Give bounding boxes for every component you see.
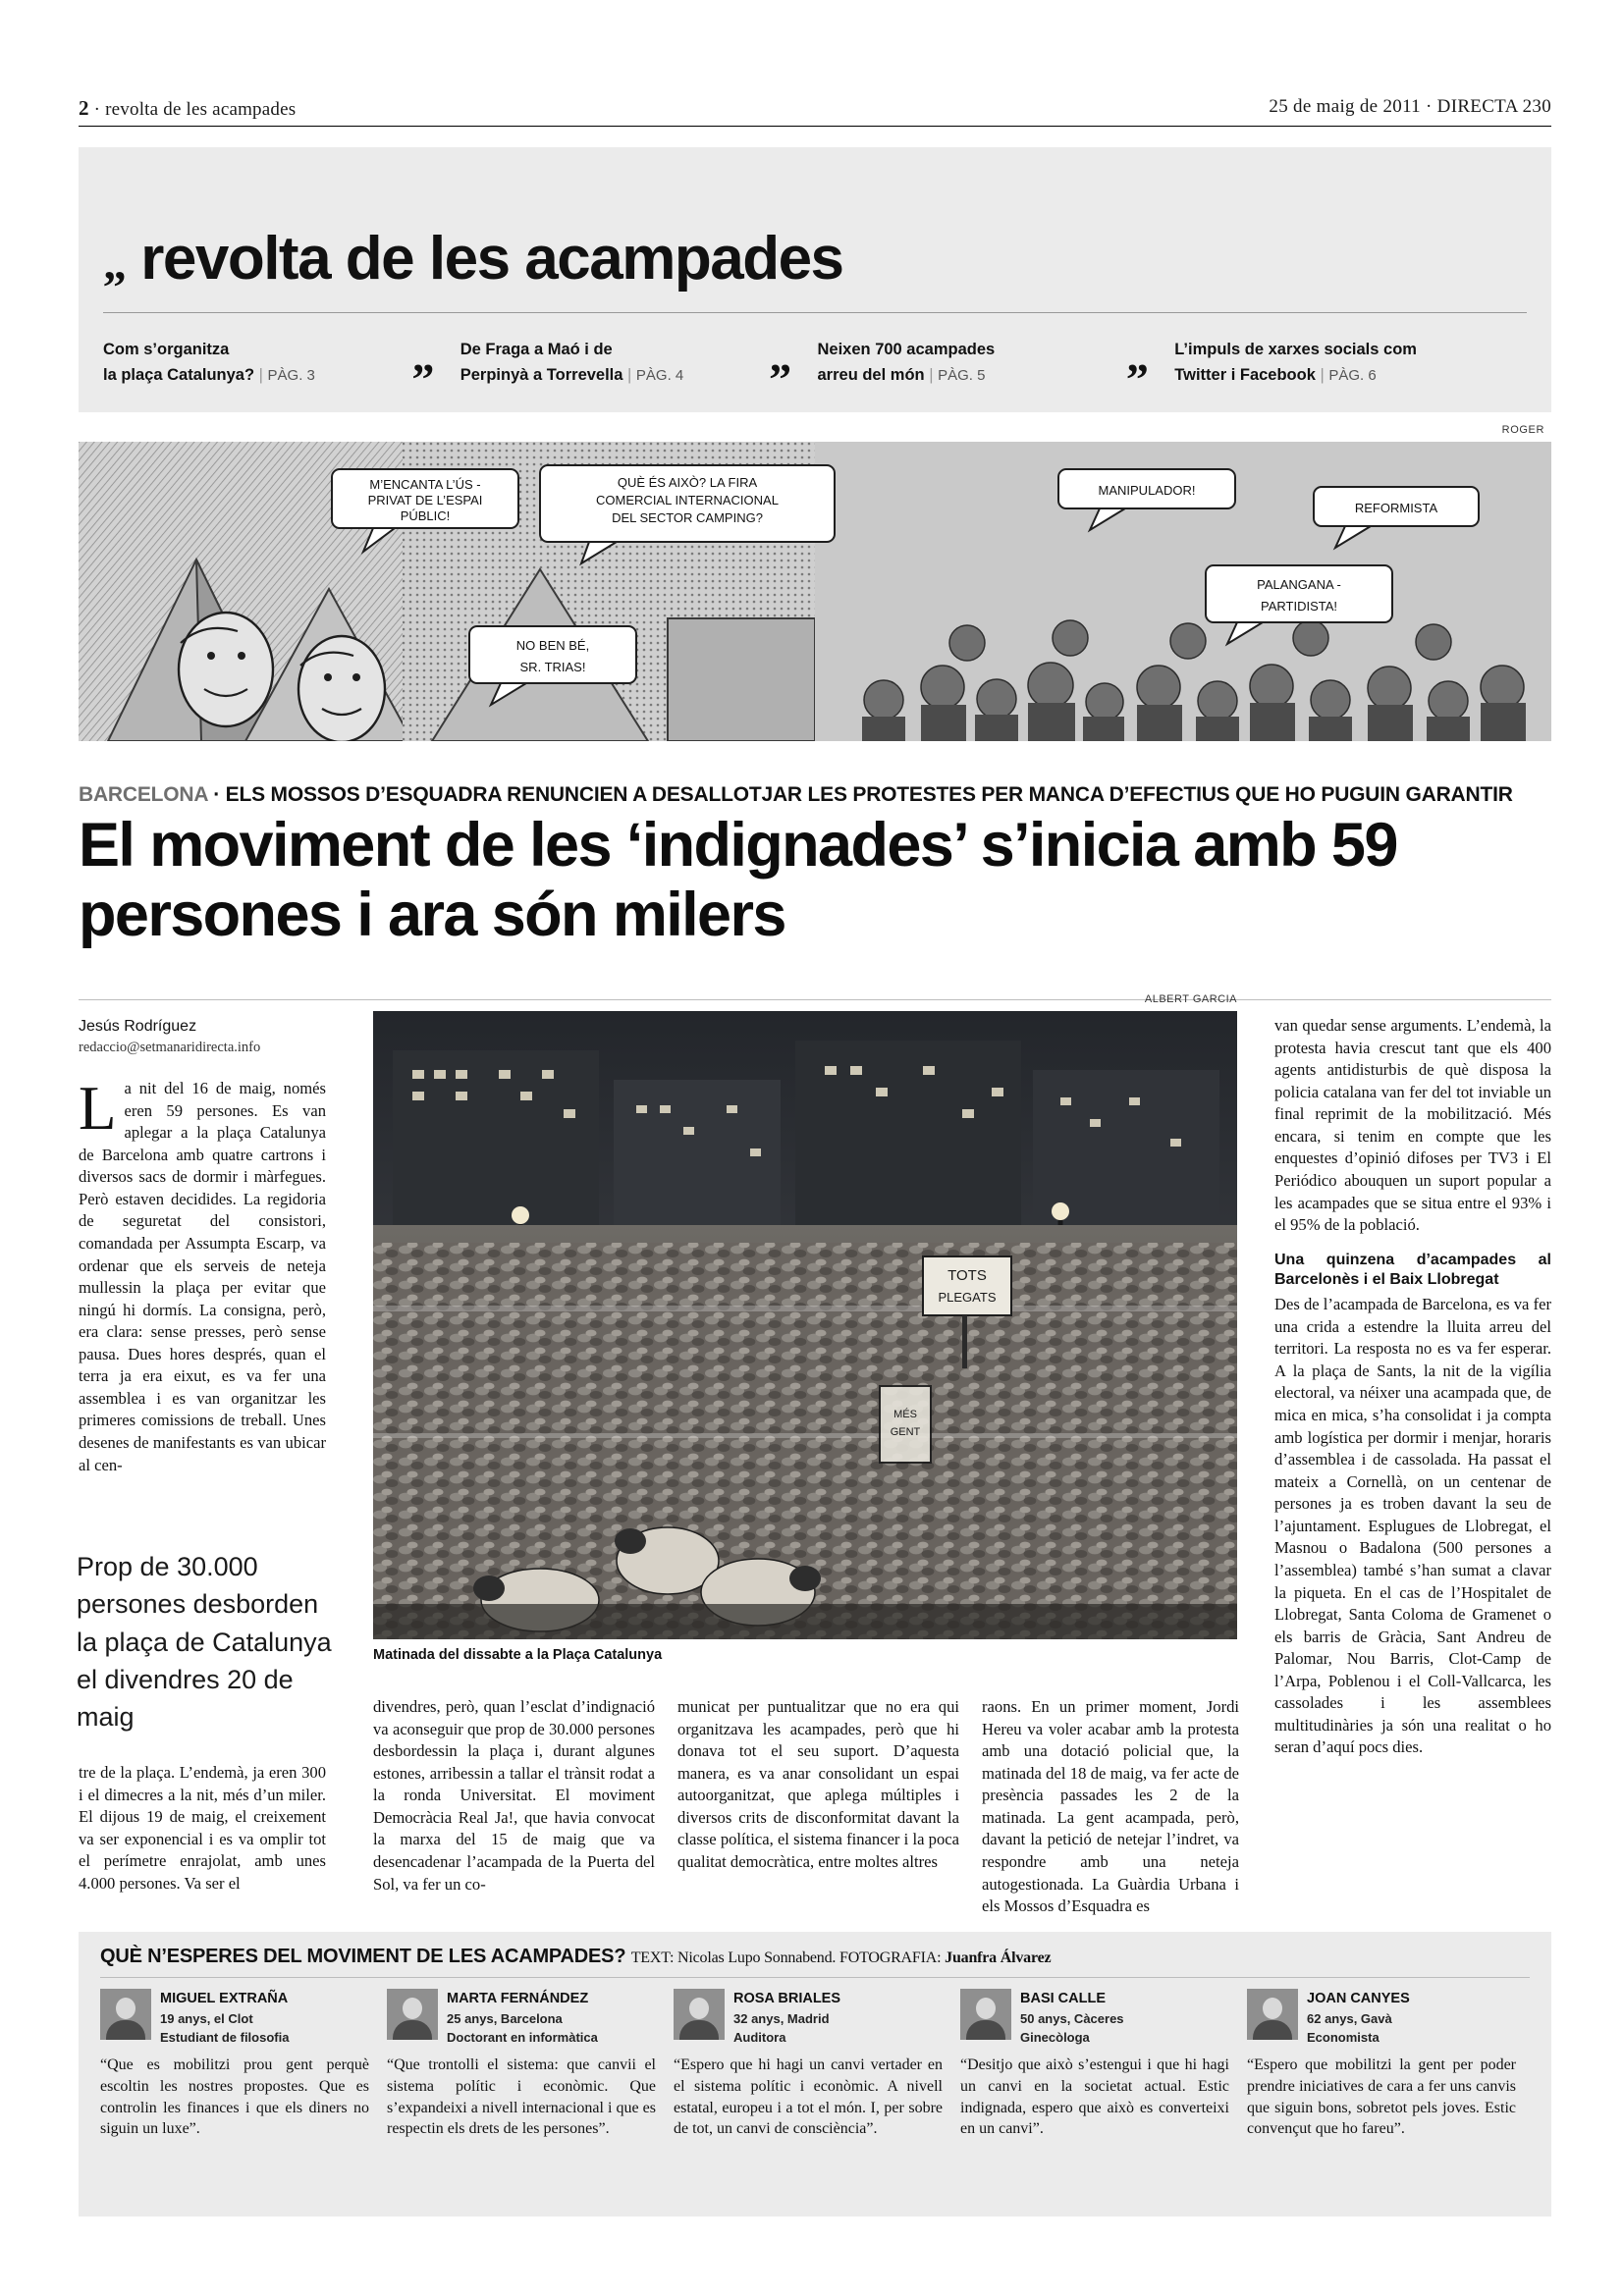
vox-photo-credit: Juanfra Álvarez: [945, 1949, 1052, 1966]
vox-quote: “Espero que hi hagi un canvi vertader en el sistema polític i econòmic. A nivell estatal, europeu i a tot el món. I, per sobre de tot, un canvi de consciència”.: [674, 2056, 943, 2138]
cartoon-illustration: [79, 442, 1551, 741]
avatar: [100, 1989, 151, 2040]
teaser-page: PÀG. 4: [635, 366, 684, 384]
masthead-divider: [103, 312, 1527, 313]
running-head-right: 25 de maig de 2011 · DIRECTA 230: [1269, 96, 1551, 117]
vox-item-2: [387, 1989, 674, 2140]
svg-text:NO BEN BÉ,: NO BEN BÉ,: [515, 638, 590, 653]
teaser-quote-glyph-3: „: [1126, 331, 1150, 381]
kicker-city: BARCELONA: [79, 783, 208, 806]
svg-text:PÚBLIC!: PÚBLIC!: [400, 508, 451, 523]
cartoon-credit: ROGER: [1501, 424, 1544, 436]
teaser-quote-glyph-2: „: [769, 331, 792, 381]
body-column-4: [982, 1696, 1239, 1918]
vox-name: MIGUEL EXTRAÑA: [160, 1991, 289, 2006]
teaser-line1: L’impuls de xarxes socials com: [1174, 341, 1417, 358]
vox-name: MARTA FERNÁNDEZ: [447, 1991, 589, 2006]
vox-meta-age-city: 19 anys, el Clot: [160, 2010, 253, 2026]
svg-text:PALANGANA -: PALANGANA -: [1257, 577, 1341, 592]
kicker-text: · ELS MOSSOS D’ESQUADRA RENUNCIEN A DESALLOTJAR LES PROTESTES PER MANCA D’EFECTIUS QUE HO PUGUIN GARANTIR: [213, 783, 1513, 806]
vox-credits: [631, 1949, 1052, 1966]
svg-text:MANIPULADOR!: MANIPULADOR!: [1098, 483, 1196, 498]
vox-meta-age-city: 62 anys, Gavà: [1307, 2010, 1392, 2026]
header-divider: [79, 126, 1551, 127]
vox-meta-job: Doctorant en informàtica: [447, 2029, 598, 2045]
teaser-line1: De Fraga a Maó i de: [460, 341, 613, 358]
vox-photo-credit-label: FOTOGRAFIA:: [839, 1949, 942, 1966]
teaser-line2: arreu del món: [817, 365, 925, 384]
body-text-1b: tre de la plaça. L’endemà, ja eren 300 i el dimecres a la nit, més d’un miler. El dijous 19 de maig, el creixement va ser exponencial i es va omplir tot el perímetre enrajolat, amb unes 4.000 persones. Va ser el: [79, 1763, 326, 1893]
body-column-1b: [79, 1762, 326, 1895]
teaser-line2: la plaça Catalunya?: [103, 365, 255, 384]
vox-pop-question: [100, 1946, 1051, 1968]
body-column-2: [373, 1696, 655, 1896]
running-head-left: [79, 96, 296, 121]
body-text-1: a nit del 16 de maig, només eren 59 persones. Es van aplegar a la plaça Catalunya de Barcelona amb quatre cartrons i diversos sacs de dormir i màrfegues. Però estaven decidides. La regidoria de seguretat del consistori, comandada per Assumpta Escarp, va ordenar que els serveis de neteja mullessin la plaça per evitar que ningú hi dormís. La consigna, però, era clara: sense presses, però sense pausa. Dues hores després, quan el terra ja era eixut, es va fer una assemblea i es van organitzar les primeres comissions de treball. Unes desenes de manifestants es van ubicar al cen-: [79, 1079, 326, 1474]
vox-meta-job: Economista: [1307, 2029, 1380, 2045]
vox-quote: “Que es mobilitzi prou gent perquè escoltin les nostres propostes. Que es controlin les finances i que els diners no siguin un luxe”.: [100, 2056, 369, 2138]
vox-meta-job: Ginecòloga: [1020, 2029, 1090, 2045]
teaser-list: [103, 331, 1532, 388]
vox-quote: “Espero que mobilitzi la gent per poder prendre iniciatives de cara a fer uns canvis que siguin bons, sobretot pels joves. Estic convençut que ho fareu”.: [1247, 2056, 1516, 2138]
vox-pop-list: [100, 1989, 1534, 2140]
vox-name: BASI CALLE: [1020, 1991, 1106, 2006]
svg-text:SR. TRIAS!: SR. TRIAS!: [519, 660, 586, 674]
vox-name: ROSA BRIALES: [733, 1991, 841, 2006]
vox-quote: “Que trontolli el sistema: que canvii el sistema polític i econòmic. Que s’expandeixi a nivell internacional i que es respectin els drets de les persones”.: [387, 2056, 656, 2138]
svg-text:MÉS: MÉS: [893, 1409, 917, 1420]
vox-question-text: QUÈ N’ESPERES DEL MOVIMENT DE LES ACAMPADES?: [100, 1946, 626, 1967]
teaser-line2: Perpinyà a Torrevella: [460, 365, 623, 384]
body-text-5a: van quedar sense arguments. L’endemà, la protesta havia crescut tant que els 400 agents antidisturbis de què disposa la policia catalana van fer del tot inviable un final reprimit de la mobilització. Més encara, si tenim en compte que les enquestes d’opinió difoses per TV3 i El Periódico abouquen un suport popular a les acampades que se situa entre el 93% i el 95% de la població.: [1274, 1016, 1551, 1235]
body-column-1: [79, 1074, 326, 1476]
svg-text:DEL SECTOR CAMPING?: DEL SECTOR CAMPING?: [612, 510, 763, 525]
svg-text:PLEGATS: PLEGATS: [938, 1290, 997, 1305]
svg-text:GENT: GENT: [890, 1426, 921, 1438]
teaser-page: PÀG. 5: [938, 366, 986, 384]
teaser-line1: Com s’organitza: [103, 341, 230, 358]
svg-text:M’ENCANTA L’ÚS -: M’ENCANTA L’ÚS -: [369, 477, 481, 492]
vox-item-5: [1247, 1989, 1534, 2140]
teaser-page: PÀG. 3: [267, 366, 315, 384]
lead-quote-glyph: „: [103, 238, 126, 290]
teaser-quote-glyph-1: „: [411, 331, 435, 381]
article-byline: [79, 1015, 324, 1058]
vox-divider: [100, 1977, 1530, 1978]
vox-meta-job: Auditora: [733, 2029, 786, 2045]
folio-section: · revolta de les acampades: [93, 99, 297, 120]
article-kicker: [79, 783, 1551, 807]
vox-item-4: [960, 1989, 1247, 2140]
vox-name: JOAN CANYES: [1307, 1991, 1410, 2006]
vox-quote: “Desitjo que això s’estengui i que hi hagi un canvi en la societat actual. Estic indignada, espero que això es converteixi en un canvi”.: [960, 2056, 1229, 2138]
teaser-item-3[interactable]: Neixen 700 acampades arreu del món | PÀG. 5 „: [818, 338, 1175, 388]
avatar: [960, 1989, 1011, 2040]
svg-text:TOTS: TOTS: [947, 1267, 987, 1284]
body-column-5: [1274, 1015, 1551, 1759]
main-photo: [373, 1011, 1237, 1639]
article-headline: El moviment de les ‘indignades’ s’inicia amb 59 persones i ara són milers: [79, 811, 1397, 949]
avatar: [1247, 1989, 1298, 2040]
body-text-5b: Des de l’acampada de Barcelona, es va fer una crida a estendre la lluita arreu del territori. La resposta no es va fer esperar. A la plaça de Sants, la nit de la vigília electoral, va néixer una acampada que, de mica en mica, s’ha consolidat i ja compta amb logística per dormir i menjar, horaris d’assemblea i de cassolada. Ha passat el mateix a Cornellà, on un centenar de persones ja es troben davant la seu de l’ajuntament. Esplugues de Llobregat, el Masnou o Badalona (500 persones a l’assemblea) també s’han sumat a clavar la piqueta. En el cas de l’Hospitalet de Llobregat, Santa Coloma de Gramenet o els barris de Gràcia, Sant Andreu de Palomar, Nou Barris, Clot-Camp de l’Arpa, Poblenou i el Coll-Vallcarca, les cassolades i les assemblees multitudinàries ja són una realitat o ho seran d’aquí pocs dies.: [1274, 1295, 1551, 1757]
photo-block: [373, 993, 1237, 1663]
vox-pop-panel: [79, 1932, 1551, 2216]
photo-credit: ALBERT GARCIA: [1144, 993, 1237, 1005]
teaser-item-4[interactable]: L’impuls de xarxes socials com Twitter i Facebook | PÀG. 6: [1174, 338, 1532, 388]
body-text-2: divendres, però, quan l’esclat d’indignació va aconseguir que prop de 30.000 persones desbordessin la plaça i, durant algunes estones, arribessin a tallar el trànsit rodat a la ronda Universitat. El moviment Democràcia Real Ja!, que havia convocat la marxa del 15 de maig que va desencadenar l’acampada de la Puerta del Sol, va fer un co-: [373, 1697, 655, 1894]
svg-text:PRIVAT DE L’ESPAI: PRIVAT DE L’ESPAI: [367, 493, 483, 507]
vox-text-credit: Nicolas Lupo Sonnabend.: [677, 1949, 837, 1966]
svg-text:PARTIDISTA!: PARTIDISTA!: [1260, 599, 1338, 614]
vox-meta-age-city: 25 anys, Barcelona: [447, 2010, 563, 2026]
avatar: [387, 1989, 438, 2040]
teaser-line2: Twitter i Facebook: [1174, 365, 1316, 384]
body-text-3: municat per puntualitzar que no era qui organitzava les acampades, però que hi donava tot el seu suport. D’aquesta manera, es va anar consolidant un espai autoorganitzat, que aplega múltiples i diversos crits de disconformitat davant la classe política, el sistema financer i la poca qualitat democràtica, entre moltes altres: [677, 1697, 959, 1871]
running-head: [79, 96, 1551, 121]
drop-cap: L: [79, 1074, 117, 1143]
photo-caption: Matinada del dissabte a la Plaça Catalunya: [373, 1647, 663, 1663]
vox-item-3: [674, 1989, 960, 2140]
folio-number: 2: [79, 96, 89, 120]
author-email: redaccio@setmanaridirecta.info: [79, 1040, 261, 1056]
svg-text:REFORMISTA: REFORMISTA: [1354, 501, 1438, 515]
vox-meta-age-city: 50 anys, Càceres: [1020, 2010, 1124, 2026]
author-name: Jesús Rodríguez: [79, 1018, 197, 1035]
teaser-item-1[interactable]: Com s’organitza la plaça Catalunya? | PÀG. 3 „: [103, 338, 460, 388]
teaser-page: PÀG. 6: [1328, 366, 1377, 384]
svg-text:COMERCIAL INTERNACIONAL: COMERCIAL INTERNACIONAL: [596, 493, 779, 507]
section-title: „ revolta de les acampades: [103, 225, 843, 293]
section-subheading: Una quinzena d’acampades al Barcelonès i el Baix Llobregat: [1274, 1251, 1551, 1289]
body-column-3: [677, 1696, 959, 1874]
teaser-item-2[interactable]: De Fraga a Maó i de Perpinyà a Torrevella | PÀG. 4 „: [460, 338, 818, 388]
avatar: [674, 1989, 725, 2040]
teaser-line1: Neixen 700 acampades: [817, 341, 996, 358]
vox-item-1: [100, 1989, 387, 2140]
pull-quote: Prop de 30.000 persones desborden la plaça de Catalunya el divendres 20 de maig: [77, 1552, 332, 1733]
body-text-4: raons. En un primer moment, Jordi Hereu va voler acabar amb la protesta amb una dotació policial que, la matinada del 18 de maig, va fer acte de presència passades les 2 de la matinada. La gent acampada, però, davant la petició de netejar l’indret, va respondre amb una neteja autogestionada. La Guàrdia Urbana i els Mossos d’Esquadra es: [982, 1697, 1239, 1916]
vox-text-credit-label: TEXT:: [630, 1949, 675, 1966]
vox-meta-age-city: 32 anys, Madrid: [733, 2010, 830, 2026]
svg-text:QUÈ ÉS AIXÒ? LA FIRA: QUÈ ÉS AIXÒ? LA FIRA: [617, 475, 758, 490]
headline-divider: [79, 999, 1551, 1000]
vox-meta-job: Estudiant de filosofia: [160, 2029, 290, 2045]
